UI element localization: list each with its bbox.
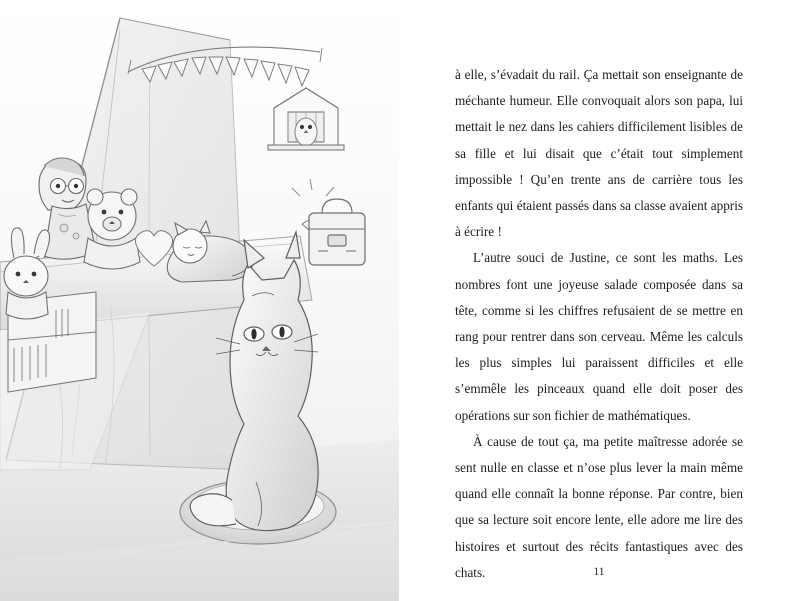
paragraph-3: À cause de tout ça, ma petite maîtresse adorée se sent nulle en classe et n’ose plus lever la main même quand elle connaît la bonne réponse. Par contre, bien que sa lecture soit encore lente, elle adore me lire des histoires et surtout des récits fantastiques avec des chats. <box>455 433 743 580</box>
paragraph-2: L’autre souci de Justine, ce sont les maths. Les nombres font une joyeuse salade composée dans sa tête, comme si les chiffres refusaient de se mettre en rang pour rentrer dans son cerveau. Même les calculs les plus simples lui paraissent difficiles et elle s’emmêle les pinceaux quand elle doit poser des opérations sur son fichier de mathématiques. <box>455 250 743 423</box>
left-page <box>0 0 399 601</box>
paragraph-1: à elle, s’évadait du rail. Ça mettait son enseignante de méchante humeur. Elle convoquait alors son papa, lui mettait le nez dans les cahiers difficilement lisibles de sa fille et lui disait que c’était tout simplement impossible ! Qu’en trente ans de carrière tous les enfants qui étaient passés dans sa classe avaient appris à écrire ! <box>455 67 743 240</box>
artist-signature: · · <box>182 565 191 575</box>
teddy-bear-icon <box>84 189 140 269</box>
bedroom-illustration <box>0 0 399 601</box>
page-number: 11 <box>593 566 605 578</box>
body-text <box>455 62 743 586</box>
right-page <box>399 0 799 601</box>
